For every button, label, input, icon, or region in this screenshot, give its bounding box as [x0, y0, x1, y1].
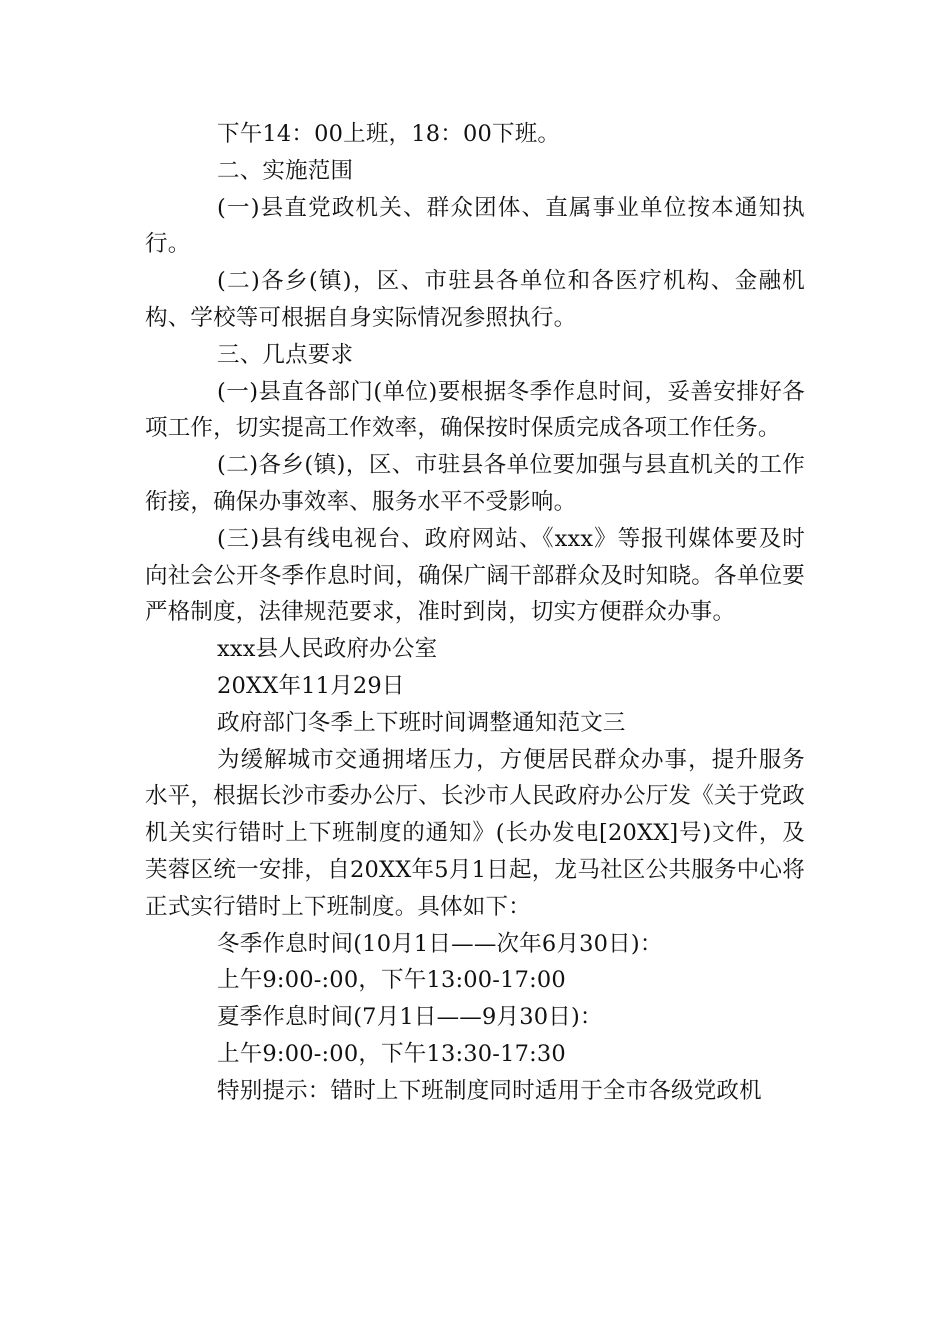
signature-office: xxx县人民政府办公室 — [217, 636, 438, 663]
paragraph-winter-hours: 上午9:00-:00，下午13:00-17:00 — [217, 967, 566, 994]
section-title: 政府部门冬季上下班时间调整通知范文三 — [217, 709, 626, 736]
paragraph-winter-schedule: 冬季作息时间(10月1日——次年6月30日)： — [217, 930, 663, 957]
paragraph-special-note: 特别提示：错时上下班制度同时适用于全市各级党政机 — [217, 1077, 762, 1104]
document-body — [145, 116, 805, 1110]
heading-requirements: 三、几点要求 — [217, 341, 354, 368]
signature-date: 20XX年11月29日 — [217, 672, 405, 699]
heading-scope: 二、实施范围 — [217, 157, 354, 184]
paragraph-summer-schedule: 夏季作息时间(7月1日——9月30日)： — [217, 1004, 603, 1031]
paragraph-requirement-2: (二)各乡(镇)，区、市驻县各单位要加强与县直机关的工作衔接，确保办事效率、服务水平不受影响。 — [145, 452, 805, 515]
paragraph-scope-1: (一)县直党政机关、群众团体、直属事业单位按本通知执行。 — [145, 194, 805, 258]
paragraph-work-hours: 下午14：00上班，18：00下班。 — [217, 121, 561, 147]
paragraph-requirement-1: (一)县直各部门(单位)要根据冬季作息时间，妥善安排好各项工作，切实提高工作效率，确保按时保质完成各项工作任务。 — [145, 378, 805, 442]
paragraph-scope-2: (二)各乡(镇)，区、市驻县各单位和各医疗机构、金融机构、学校等可根据自身实际情况参照执行。 — [145, 268, 805, 331]
paragraph-requirement-3: (三)县有线电视台、政府网站、《xxx》等报刊媒体要及时向社会公开冬季作息时间，确保广阔干部群众及时知晓。各单位要严格制度，法律规范要求，准时到岗，切实方便群众办事。 — [145, 525, 805, 626]
paragraph-intro: 为缓解城市交通拥堵压力，方便居民群众办事，提升服务水平，根据长沙市委办公厅、长沙市人民政府办公厅发《关于党政机关实行错时上下班制度的通知》(长办发电[20XX]号)文件，及芙蓉区统一安排，自20XX年5月1日起，龙马社区公共服务中心将正式实行错时上下班制度。具体如下： — [145, 746, 805, 920]
paragraph-summer-hours: 上午9:00-:00，下午13:30-17:30 — [217, 1040, 566, 1067]
